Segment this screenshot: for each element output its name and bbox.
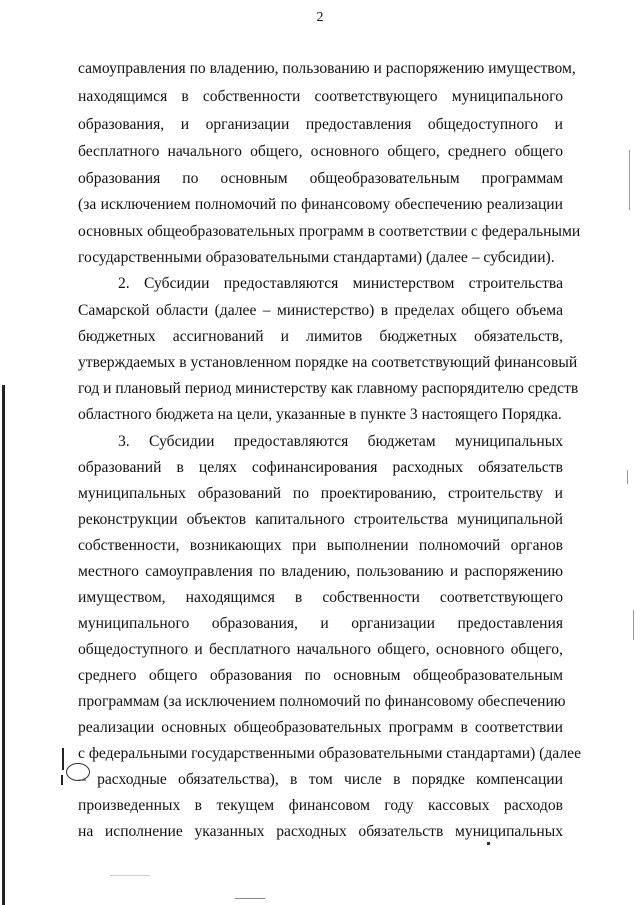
text-line: (за исключением полномочий по финансовому обеспечению реализации (78, 196, 563, 213)
paragraph-3-start: 3. Субсидии предоставляются бюджетам муниципальных (118, 433, 563, 450)
handwritten-circle-mark (66, 763, 90, 781)
margin-pen-mark (61, 775, 63, 785)
margin-pen-mark (62, 748, 64, 770)
scan-mark (110, 875, 150, 876)
text-line: самоуправления по владению, пользованию и распоряжению имуществом, (78, 60, 576, 77)
scan-mark (629, 150, 630, 210)
text-line: общедоступного и бесплатного начального общего, основного общего, (78, 641, 563, 658)
scan-mark (633, 610, 634, 640)
text-line: – расходные обязательства), в том числе в порядке компенсации (78, 771, 563, 788)
text-line: основных общеобразовательных программ в соответствии с федеральными (78, 223, 581, 240)
text-line: муниципального образования, и организации предоставления (78, 615, 563, 632)
text-line: реализации основных общеобразовательных программ в соответствии (78, 719, 563, 736)
text-line: среднего общего образования по основным общеобразовательным (78, 667, 563, 684)
text-line: государственными образовательными стандартами) (далее – субсидии). (78, 249, 555, 266)
text-line: образований в целях софинансирования расходных обязательств (78, 459, 563, 476)
text-line: реконструкции объектов капитального строительства муниципальной (78, 511, 563, 528)
text-line: произведенных в текущем финансовом году кассовых расходов (78, 797, 563, 814)
text-line: образования, и организации предоставления общедоступного и (78, 116, 563, 133)
text-line: бюджетных ассигнований и лимитов бюджетных обязательств, (78, 328, 563, 345)
text-line: муниципальных образований по проектированию, строительству и (78, 485, 563, 502)
text-line: Самарской области (далее – министерство) в пределах общего объема (78, 302, 563, 319)
scan-mark (627, 470, 628, 484)
paragraph-2-start: 2. Субсидии предоставляются министерством строительства (118, 275, 563, 292)
text-line: год и плановый период министерству как главному распорядителю средств (78, 380, 579, 397)
text-line: образования по основным общеобразовательным программам (78, 170, 563, 187)
text-line: бесплатного начального общего, основного общего, среднего общего (78, 143, 563, 160)
text-line: собственности, возникающих при выполнении полномочий органов (78, 537, 563, 554)
text-line: имуществом, находящимся в собственности соответствующего (78, 589, 563, 606)
text-line: с федеральными государственными образовательными стандартами) (далее (78, 745, 581, 762)
scan-mark (487, 842, 490, 845)
text-line: утверждаемых в установленном порядке на соответствующий финансовый (78, 354, 578, 371)
text-line: областного бюджета на цели, указанные в пункте 3 настоящего Порядка. (78, 406, 562, 423)
page-number: 2 (316, 10, 324, 25)
text-line: на исполнение указанных расходных обязательств муниципальных (78, 823, 563, 840)
margin-bar (2, 385, 5, 905)
scan-mark (235, 898, 265, 899)
text-line: программам (за исключением полномочий по финансовому обеспечению (78, 693, 566, 710)
text-line: находящимся в собственности соответствующего муниципального (78, 88, 563, 105)
text-line: местного самоуправления по владению, пользованию и распоряжению (78, 563, 563, 580)
